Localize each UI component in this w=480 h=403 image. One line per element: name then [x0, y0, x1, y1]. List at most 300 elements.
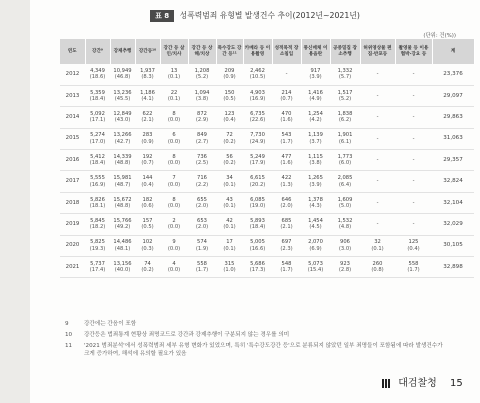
- column-header: 카메라 등 이용촬영: [243, 39, 272, 64]
- percent-value: (18.1): [89, 203, 106, 210]
- percent-value: (1.6): [280, 117, 293, 124]
- column-header: 계: [432, 39, 474, 64]
- value-cell: [110, 214, 135, 235]
- count-value: 6,615: [250, 175, 265, 182]
- percent-value: (3.7): [309, 138, 322, 145]
- value-cell: [85, 107, 110, 128]
- count-value: -: [412, 135, 415, 142]
- percent-value: (0.4): [223, 117, 236, 124]
- count-value: 72: [226, 132, 233, 139]
- table-row: [60, 214, 474, 235]
- count-value: 17: [226, 239, 233, 246]
- percent-value: (2.3): [280, 245, 293, 252]
- value-cell: [85, 64, 110, 85]
- value-cell: [188, 171, 216, 192]
- column-header: 허위영상물 편집·반포등: [360, 39, 395, 64]
- percent-value: (0.6): [141, 203, 154, 210]
- value-cell: [188, 150, 216, 171]
- count-value: 422: [281, 175, 292, 182]
- count-value: 15,766: [113, 217, 132, 224]
- percent-value: (6.0): [338, 160, 352, 167]
- percent-value: (16.6): [249, 245, 266, 252]
- count-value: 655: [197, 196, 207, 203]
- count-value: 15,672: [113, 196, 132, 203]
- percent-value: (8.3): [141, 74, 154, 81]
- count-value: 736: [197, 153, 207, 160]
- count-value: 14,486: [113, 239, 132, 246]
- percent-value: (0.0): [167, 245, 181, 252]
- value-cell: [135, 192, 160, 213]
- value-cell: [330, 107, 360, 128]
- table-title: [30, 10, 480, 22]
- value-cell: [360, 171, 395, 192]
- count-value: 849: [197, 132, 207, 139]
- percent-value: (5.7): [338, 74, 352, 81]
- count-value: 5,359: [90, 89, 105, 96]
- table-row: [60, 64, 474, 85]
- count-value: 34: [226, 175, 233, 182]
- count-value: 192: [142, 153, 153, 160]
- count-value: 315: [224, 260, 235, 267]
- year-cell: 2016: [60, 150, 85, 171]
- percent-value: (0.5): [223, 96, 236, 103]
- count-value: 470: [281, 110, 292, 117]
- percent-value: (0.7): [141, 160, 154, 167]
- table-row: [60, 235, 474, 256]
- count-value: 5,845: [90, 217, 105, 224]
- count-value: 5,686: [250, 260, 265, 267]
- value-cell: [110, 85, 135, 106]
- percent-value: (0.1): [167, 96, 181, 103]
- value-cell: [272, 214, 301, 235]
- total-cell: 32,824: [432, 171, 474, 192]
- column-header: 강간 등 상해/치상: [188, 39, 216, 64]
- value-cell: [135, 150, 160, 171]
- table-row: [60, 150, 474, 171]
- count-value: 543: [281, 132, 292, 139]
- value-cell: [395, 85, 432, 106]
- count-value: 8: [172, 153, 176, 160]
- column-header: 통신매체 이용음란: [301, 39, 330, 64]
- percent-value: (0.1): [223, 224, 236, 231]
- count-value: 214: [281, 89, 292, 96]
- total-cell: 29,357: [432, 150, 474, 171]
- value-cell: [395, 107, 432, 128]
- count-value: 646: [281, 196, 292, 203]
- count-value: -: [376, 221, 379, 228]
- percent-value: (20.2): [249, 181, 266, 188]
- value-cell: [110, 107, 135, 128]
- value-cell: [160, 257, 188, 278]
- count-value: 283: [142, 132, 153, 139]
- count-value: -: [412, 178, 415, 185]
- value-cell: [272, 171, 301, 192]
- value-cell: [135, 64, 160, 85]
- value-cell: [160, 214, 188, 235]
- value-cell: [301, 214, 330, 235]
- count-value: 74: [144, 260, 151, 267]
- percent-value: (2.5): [195, 160, 209, 167]
- value-cell: [110, 128, 135, 149]
- percent-value: (0.0): [167, 203, 181, 210]
- page-number: 15: [450, 378, 463, 389]
- percent-value: (4.3): [309, 203, 322, 210]
- value-cell: [85, 192, 110, 213]
- count-value: 477: [281, 153, 292, 160]
- percent-value: (6.2): [338, 117, 352, 124]
- value-cell: [301, 192, 330, 213]
- count-value: 123: [224, 110, 235, 117]
- value-cell: [330, 64, 360, 85]
- value-cell: [160, 107, 188, 128]
- count-value: 1,416: [308, 89, 323, 96]
- total-cell: 31,063: [432, 128, 474, 149]
- count-value: 1,332: [337, 67, 353, 74]
- count-value: 9: [172, 239, 176, 246]
- percent-value: (2.1): [141, 117, 154, 124]
- page-footer: [382, 374, 463, 389]
- percent-value: (17.0): [89, 138, 106, 145]
- table-row: [60, 171, 474, 192]
- value-cell: [395, 171, 432, 192]
- count-value: -: [285, 71, 288, 78]
- percent-value: (1.0): [223, 267, 236, 274]
- percent-value: (2.7): [195, 138, 209, 145]
- value-cell: [360, 128, 395, 149]
- value-cell: [160, 171, 188, 192]
- count-value: 5,737: [90, 260, 105, 267]
- percent-value: (2.0): [195, 203, 209, 210]
- value-cell: [188, 64, 216, 85]
- value-cell: [243, 150, 272, 171]
- value-cell: [135, 128, 160, 149]
- value-cell: [330, 85, 360, 106]
- percent-value: (3.8): [195, 96, 209, 103]
- count-value: 1,139: [308, 132, 323, 139]
- value-cell: [110, 150, 135, 171]
- percent-value: (1.7): [195, 267, 209, 274]
- percent-value: (0.8): [371, 267, 384, 274]
- value-cell: [216, 192, 243, 213]
- percent-value: (0.5): [141, 224, 154, 231]
- percent-value: (48.7): [114, 181, 131, 188]
- value-cell: [243, 214, 272, 235]
- count-value: 6,735: [250, 110, 265, 117]
- value-cell: [160, 128, 188, 149]
- percent-value: (4.8): [338, 224, 352, 231]
- value-cell: [395, 257, 432, 278]
- value-cell: [243, 85, 272, 106]
- value-cell: [360, 64, 395, 85]
- value-cell: [301, 128, 330, 149]
- count-value: 1,208: [194, 67, 210, 74]
- table-row: [60, 257, 474, 278]
- count-value: 7,730: [250, 132, 265, 139]
- count-value: 1,937: [140, 67, 155, 74]
- percent-value: (1.3): [280, 181, 293, 188]
- percent-value: (18.4): [249, 224, 266, 231]
- count-value: -: [412, 71, 415, 78]
- count-value: 13,236: [113, 89, 132, 96]
- count-value: 2: [172, 217, 176, 224]
- percent-value: (0.0): [167, 160, 181, 167]
- value-cell: [301, 171, 330, 192]
- percent-value: (1.7): [280, 267, 293, 274]
- count-value: 1,901: [337, 132, 353, 139]
- percent-value: (3.8): [309, 160, 322, 167]
- percent-value: (17.4): [89, 267, 106, 274]
- percent-value: (18.6): [89, 74, 106, 81]
- footnote-number: 10: [65, 332, 73, 338]
- year-cell: 2021: [60, 257, 85, 278]
- table-title-text: 성폭력범죄 유형별 발생건수 추이(2012년~2021년): [179, 11, 360, 20]
- count-value: 13,266: [113, 132, 132, 139]
- percent-value: (18.4): [89, 96, 106, 103]
- value-cell: [330, 128, 360, 149]
- count-value: 8: [172, 110, 176, 117]
- value-cell: [301, 107, 330, 128]
- value-cell: [85, 235, 110, 256]
- count-value: 6,085: [250, 196, 265, 203]
- value-cell: [330, 150, 360, 171]
- count-value: 906: [340, 239, 350, 246]
- count-value: 4,903: [250, 89, 265, 96]
- value-cell: [272, 192, 301, 213]
- report-page: [30, 0, 480, 403]
- count-value: 12,849: [113, 110, 132, 117]
- value-cell: [110, 192, 135, 213]
- column-header: 강간⁹: [85, 39, 110, 64]
- percent-value: (0.1): [371, 245, 384, 252]
- value-cell: [160, 150, 188, 171]
- footnote-text: '2021 범죄분석'에서 성폭력범죄 세부 유형 변화가 있었으며, 특히 '특수강도강간 등'으로 분류되지 않았던 일부 죄명들이 포함됨에 따라 발생건수가 크게 증가하여, 해석에 유의할 필요가 있음: [84, 343, 443, 358]
- percent-value: (0.2): [141, 267, 154, 274]
- value-cell: [330, 192, 360, 213]
- percent-value: (0.4): [141, 181, 154, 188]
- count-value: 5,893: [250, 217, 265, 224]
- value-cell: [360, 85, 395, 106]
- total-cell: 32,029: [432, 214, 474, 235]
- percent-value: (45.5): [114, 96, 131, 103]
- percent-value: (4.2): [309, 117, 322, 124]
- count-value: -: [376, 178, 379, 185]
- count-value: 1,378: [308, 196, 323, 203]
- value-cell: [188, 235, 216, 256]
- value-cell: [85, 214, 110, 235]
- value-cell: [135, 214, 160, 235]
- value-cell: [243, 107, 272, 128]
- count-value: 10,949: [113, 67, 132, 74]
- percent-value: (0.9): [141, 138, 154, 145]
- count-value: 685: [281, 217, 292, 224]
- count-value: 102: [142, 239, 153, 246]
- percent-value: (6.1): [338, 138, 352, 145]
- count-value: 43: [226, 196, 233, 203]
- count-value: 209: [224, 67, 235, 74]
- value-cell: [216, 64, 243, 85]
- percent-value: (0.4): [407, 245, 420, 252]
- count-value: 1,517: [337, 89, 353, 96]
- percent-value: (0.0): [167, 138, 181, 145]
- count-value: 1,186: [140, 89, 155, 96]
- count-value: 5,826: [90, 196, 105, 203]
- value-cell: [160, 85, 188, 106]
- count-value: 1,115: [308, 153, 323, 160]
- count-value: 6: [172, 132, 176, 139]
- count-value: 1,609: [337, 196, 353, 203]
- column-header: 강간등¹⁰: [135, 39, 160, 64]
- column-header: 공중밀집 장소추행: [330, 39, 360, 64]
- column-header: 강제추행: [110, 39, 135, 64]
- table-row: [60, 107, 474, 128]
- percent-value: (48.8): [114, 203, 131, 210]
- value-cell: [160, 64, 188, 85]
- value-cell: [395, 150, 432, 171]
- value-cell: [188, 128, 216, 149]
- count-value: 1,532: [337, 217, 353, 224]
- percent-value: (0.0): [167, 267, 181, 274]
- percent-value: (4.9): [309, 96, 322, 103]
- footnote-number: 11: [65, 343, 73, 349]
- count-value: 697: [281, 239, 292, 246]
- percent-value: (5.0): [338, 203, 352, 210]
- count-value: 2,070: [308, 239, 323, 246]
- value-cell: [301, 85, 330, 106]
- percent-value: (2.8): [338, 267, 352, 274]
- column-header: 연도: [60, 39, 85, 64]
- percent-value: (17.3): [249, 267, 266, 274]
- value-cell: [272, 64, 301, 85]
- count-value: -: [376, 135, 379, 142]
- value-cell: [360, 150, 395, 171]
- year-cell: 2014: [60, 107, 85, 128]
- percent-value: (0.0): [167, 181, 181, 188]
- value-cell: [135, 171, 160, 192]
- percent-value: (5.2): [195, 74, 209, 81]
- count-value: -: [412, 157, 415, 163]
- value-cell: [216, 150, 243, 171]
- percent-value: (5.2): [338, 96, 352, 103]
- percent-value: (16.9): [89, 181, 106, 188]
- organization-name: 대검찰청: [398, 378, 437, 389]
- total-cell: 30,105: [432, 235, 474, 256]
- value-cell: [301, 235, 330, 256]
- percent-value: (0.1): [167, 74, 181, 81]
- value-cell: [110, 171, 135, 192]
- value-cell: [330, 235, 360, 256]
- count-value: 558: [408, 260, 419, 267]
- count-value: 917: [310, 67, 321, 74]
- value-cell: [272, 150, 301, 171]
- column-header: 촬영물 등 이용 협박·강요 등: [395, 39, 432, 64]
- value-cell: [85, 128, 110, 149]
- percent-value: (3.9): [309, 181, 322, 188]
- percent-value: (46.8): [114, 74, 131, 81]
- percent-value: (22.6): [249, 117, 266, 124]
- percent-value: (0.0): [167, 117, 181, 124]
- value-cell: [110, 257, 135, 278]
- count-value: 622: [142, 110, 153, 117]
- count-value: 22: [170, 89, 178, 96]
- count-value: -: [376, 92, 379, 99]
- percent-value: (2.0): [195, 224, 209, 231]
- value-cell: [85, 150, 110, 171]
- value-cell: [301, 64, 330, 85]
- column-header: 특수강도 강간 등¹¹: [216, 39, 243, 64]
- table-row: [60, 85, 474, 106]
- count-value: 574: [197, 239, 207, 246]
- value-cell: [330, 257, 360, 278]
- value-cell: [272, 107, 301, 128]
- value-cell: [216, 128, 243, 149]
- count-value: 5,274: [90, 132, 105, 139]
- total-cell: 29,097: [432, 85, 474, 106]
- value-cell: [243, 235, 272, 256]
- value-cell: [135, 107, 160, 128]
- count-value: -: [412, 199, 415, 206]
- year-cell: 2017: [60, 171, 85, 192]
- percent-value: (24.9): [249, 138, 266, 145]
- table-number-tag: 표 8: [150, 10, 174, 22]
- value-cell: [360, 235, 395, 256]
- value-cell: [160, 235, 188, 256]
- value-cell: [135, 235, 160, 256]
- value-cell: [272, 85, 301, 106]
- count-value: 42: [226, 217, 233, 224]
- percent-value: (48.8): [114, 160, 131, 167]
- percent-value: (2.9): [195, 117, 209, 124]
- count-value: -: [376, 114, 379, 121]
- count-value: -: [376, 157, 379, 163]
- count-value: 32: [374, 239, 381, 246]
- percent-value: (6.9): [309, 245, 322, 252]
- value-cell: [395, 235, 432, 256]
- count-value: 923: [340, 260, 350, 267]
- total-cell: 32,898: [432, 257, 474, 278]
- value-cell: [360, 192, 395, 213]
- count-value: 558: [197, 260, 207, 267]
- count-value: 5,005: [250, 239, 265, 246]
- year-cell: 2015: [60, 128, 85, 149]
- percent-value: (0.1): [223, 203, 236, 210]
- count-value: 1,773: [337, 153, 353, 160]
- count-value: 8: [172, 196, 176, 203]
- year-cell: 2019: [60, 214, 85, 235]
- value-cell: [395, 128, 432, 149]
- count-value: 150: [224, 89, 235, 96]
- percent-value: (2.2): [195, 181, 209, 188]
- value-cell: [216, 107, 243, 128]
- footnote-text: 강간등은 법죄통계 현황상 죄명코드로 강간과 강제추행이 구분되지 않는 경우를 의미: [84, 332, 290, 338]
- count-value: 125: [408, 239, 419, 246]
- count-value: 144: [142, 175, 153, 182]
- count-value: 15,981: [113, 175, 132, 182]
- value-cell: [360, 214, 395, 235]
- percent-value: (3.0): [338, 245, 352, 252]
- count-value: 13: [170, 67, 178, 74]
- percent-value: (2.0): [280, 203, 293, 210]
- count-value: 548: [281, 260, 292, 267]
- value-cell: [188, 85, 216, 106]
- percent-value: (42.7): [114, 138, 131, 145]
- percent-value: (0.1): [223, 245, 236, 252]
- count-value: 5,412: [90, 153, 105, 160]
- percent-value: (1.7): [280, 138, 293, 145]
- percent-value: (0.9): [223, 74, 236, 81]
- count-value: 5,249: [250, 153, 265, 160]
- value-cell: [110, 235, 135, 256]
- count-value: 4,349: [90, 67, 105, 74]
